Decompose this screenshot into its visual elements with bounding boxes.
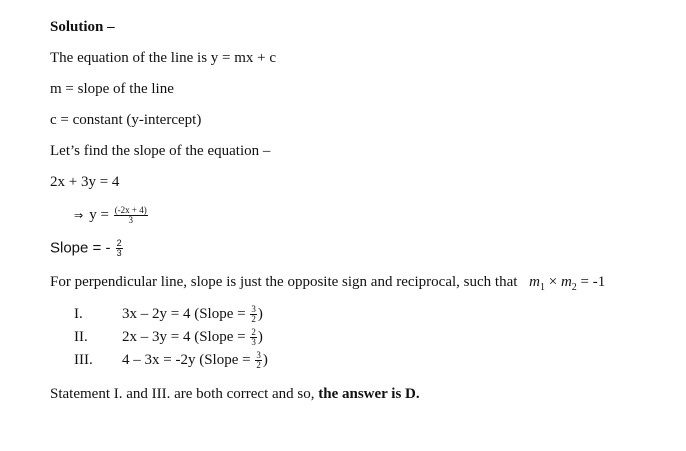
m-subscript-1: 1 (539, 282, 545, 293)
conclusion-text: Statement I. and III. are both correct and so, (50, 386, 319, 402)
statement-item (74, 328, 263, 347)
statement-equation: 2x – 3y = 4 (Slope = (122, 329, 250, 345)
slope-result (50, 239, 124, 258)
statement-item (74, 351, 268, 370)
statement-close: ) (257, 329, 263, 345)
statement-slope-fraction (255, 351, 262, 370)
statement-slope-fraction (250, 328, 257, 347)
perpendicular-text: For perpendicular line, slope is just the opposite sign and reciprocal, such that (50, 274, 518, 290)
fraction-numerator: (-2x + 4) (114, 205, 147, 216)
fraction-numerator: 3 (251, 304, 256, 315)
constant-definition: c = constant (y-intercept) (50, 112, 202, 128)
rearranged-fraction (114, 206, 148, 225)
statement-close: ) (262, 352, 268, 368)
slope-definition: m = slope of the line (50, 81, 174, 97)
equals-minus-one: = -1 (576, 274, 606, 290)
fraction-numerator: 2 (251, 327, 256, 338)
implies-arrow-icon: ⇒ (74, 209, 84, 222)
rearranged-equation (74, 206, 149, 225)
statement-equation: 4 – 3x = -2y (Slope = (122, 352, 255, 368)
perpendicular-rule (50, 273, 605, 297)
fraction-denominator: 3 (128, 215, 133, 226)
find-slope-text: Let’s find the slope of the equation – (50, 143, 271, 159)
slope-label: Slope = - (50, 239, 111, 257)
given-equation: 2x + 3y = 4 (50, 174, 120, 190)
conclusion-answer: the answer is D. (318, 386, 420, 402)
statement-close: ) (257, 306, 263, 322)
conclusion (50, 385, 420, 403)
statement-numeral: II. (74, 329, 88, 345)
perpendicular-relation (529, 274, 606, 293)
m-symbol: m (529, 274, 540, 290)
fraction-denominator: 3 (116, 248, 122, 258)
statement-slope-fraction (250, 305, 257, 324)
fraction-denominator: 2 (256, 360, 261, 371)
slope-fraction (116, 239, 123, 258)
fraction-numerator: 3 (256, 350, 261, 361)
statement-numeral: III. (74, 352, 93, 368)
line-equation-text: The equation of the line is y = mx + c (50, 50, 277, 66)
times-symbol: × (544, 274, 561, 290)
solution-heading: Solution – (50, 19, 115, 35)
statement-numeral: I. (74, 306, 83, 322)
fraction-denominator: 2 (251, 314, 256, 325)
rearranged-lhs: y = (89, 207, 109, 223)
fraction-numerator: 2 (116, 238, 122, 248)
m-subscript-2: 2 (571, 282, 577, 293)
m-symbol: m (560, 274, 572, 290)
fraction-denominator: 3 (251, 337, 256, 348)
statement-item (74, 305, 263, 324)
statement-equation: 3x – 2y = 4 (Slope = (122, 306, 250, 322)
